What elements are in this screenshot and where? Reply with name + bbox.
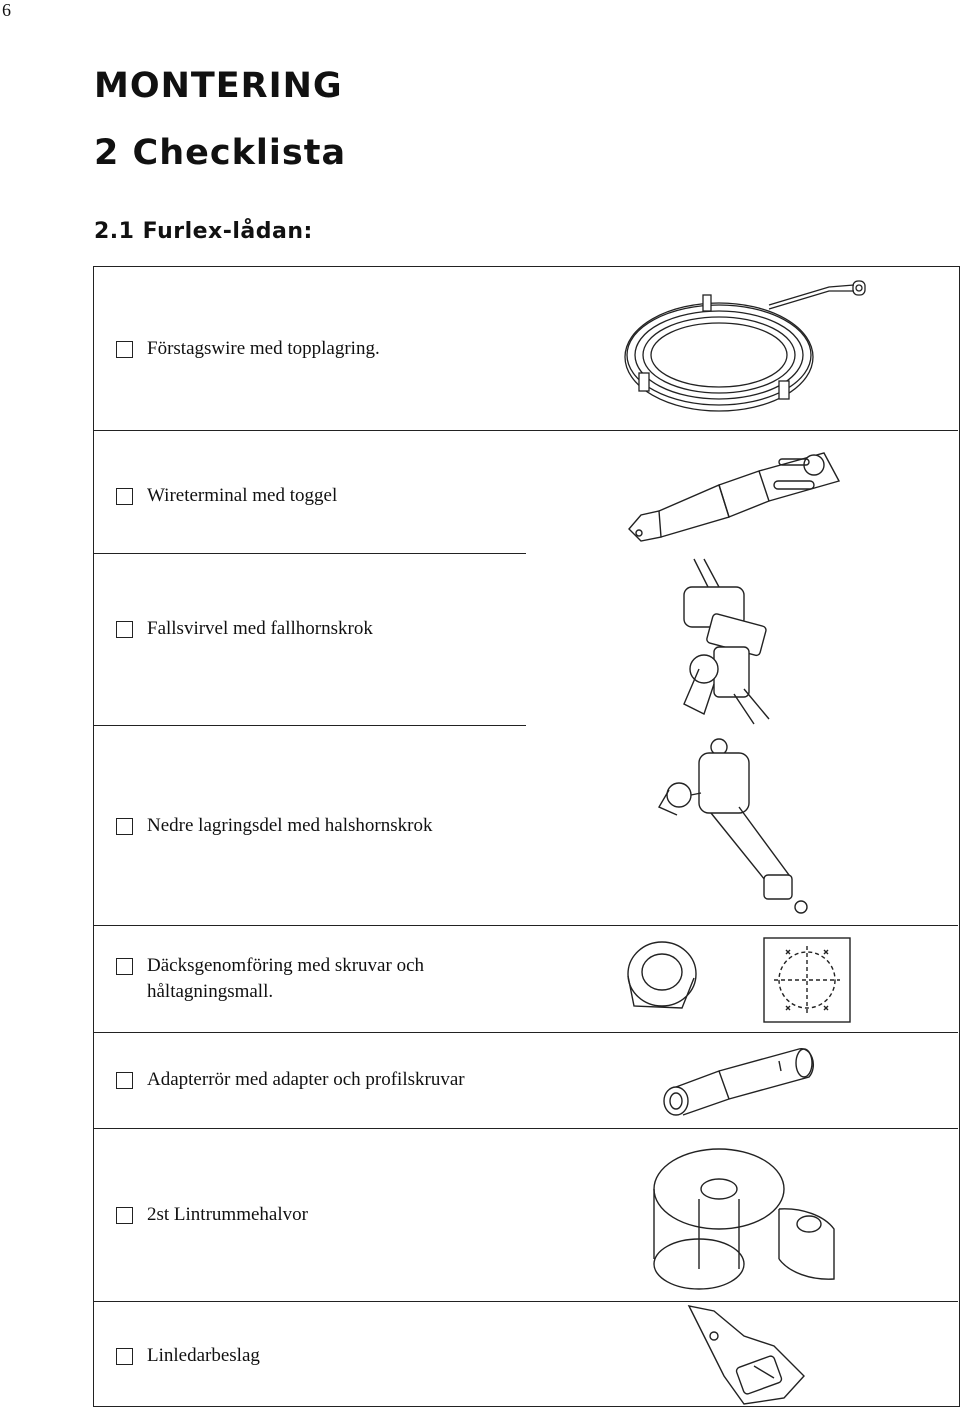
- page-number: 6: [2, 0, 11, 20]
- checkbox[interactable]: [116, 1348, 133, 1365]
- section-heading: MONTERING: [94, 66, 343, 106]
- checklist-item: [116, 1070, 465, 1093]
- item-label: 2st Lintrummehalvor: [147, 1204, 308, 1225]
- item-label: Linledarbeslag: [147, 1345, 260, 1366]
- checkbox[interactable]: [116, 341, 133, 358]
- item-label: Förstagswire med topplagring.: [147, 338, 380, 359]
- checklist-item: [116, 619, 373, 642]
- checklist-row: [94, 1032, 958, 1128]
- checklist-item: [116, 816, 432, 839]
- item-label: Adapterrör med adapter och profilskruvar: [147, 1069, 465, 1090]
- checklist-table: [93, 266, 960, 1407]
- item-label: Däcksgenomföring med skruvar och: [147, 955, 425, 976]
- deck-fitting-template-icon: [624, 936, 859, 1024]
- subsection-heading: 2.1 Furlex-lådan:: [94, 219, 313, 244]
- checkbox[interactable]: [116, 621, 133, 638]
- checklist-row: [94, 430, 958, 553]
- forestay-wire-coil-icon: [619, 275, 869, 420]
- checklist-row: [94, 1301, 958, 1406]
- item-label: Wireterminal med toggel: [147, 485, 338, 506]
- checklist-item: [116, 339, 380, 362]
- checkbox[interactable]: [116, 958, 133, 975]
- checkbox[interactable]: [116, 1207, 133, 1224]
- checklist-row: [94, 925, 958, 1032]
- checkbox[interactable]: [116, 818, 133, 835]
- checkbox[interactable]: [116, 1072, 133, 1089]
- checklist-row: [94, 553, 526, 725]
- adapter-tube-icon: [659, 1041, 819, 1121]
- line-guide-fitting-icon: [684, 1306, 814, 1406]
- checkbox[interactable]: [116, 488, 133, 505]
- item-label: Fallsvirvel med fallhornskrok: [147, 618, 373, 639]
- checklist-row: [94, 267, 958, 430]
- checklist-item: [116, 1346, 260, 1369]
- checklist-row: [94, 725, 526, 925]
- item-label: Nedre lagringsdel med halshornskrok: [147, 815, 433, 836]
- checklist-row: [94, 1128, 958, 1301]
- line-drum-halves-icon: [649, 1139, 839, 1294]
- checklist-item: [116, 486, 337, 509]
- checklist-item: [116, 956, 424, 1005]
- halyard-swivel-icon: [674, 559, 784, 724]
- wire-terminal-toggle-icon: [619, 441, 849, 546]
- chapter-heading: 2 Checklista: [94, 133, 347, 173]
- checklist-item: [116, 1205, 308, 1228]
- lower-bearing-assembly-icon: [659, 735, 824, 917]
- item-label-continued: håltagningsmall.: [147, 981, 274, 1002]
